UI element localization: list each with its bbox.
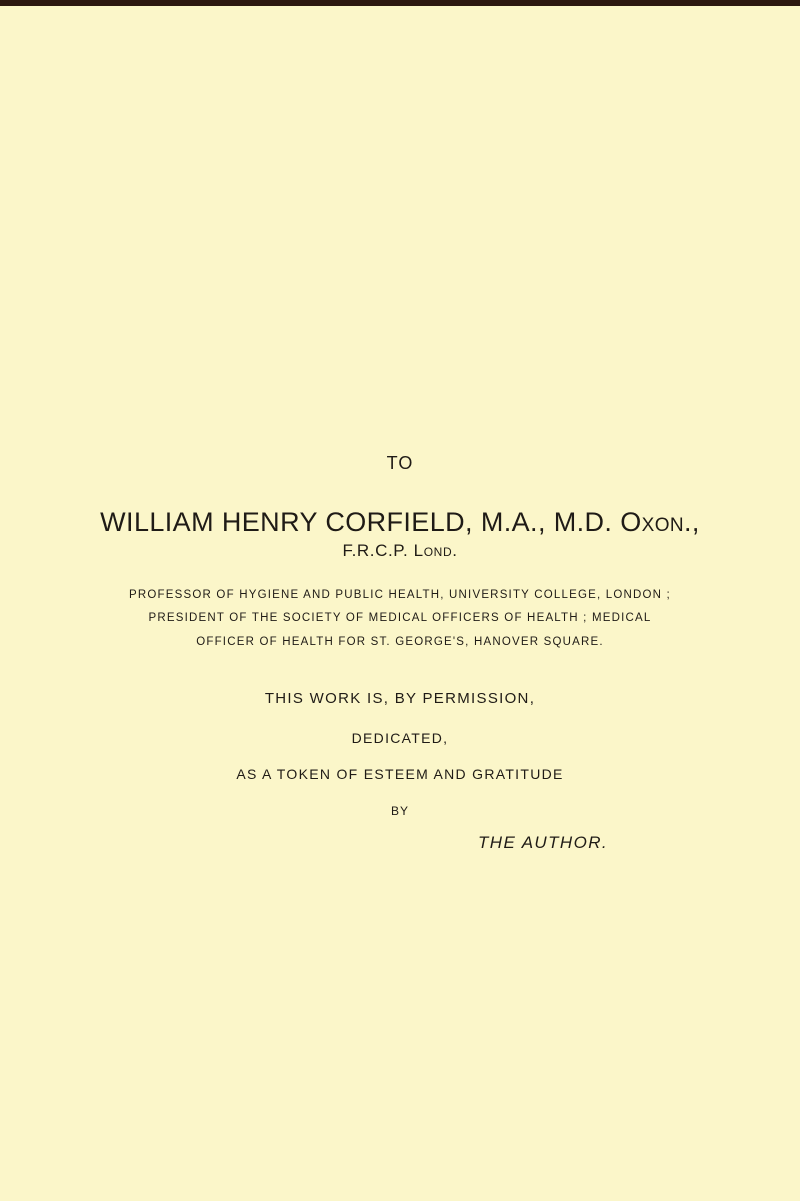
permission-statement: THIS WORK IS, BY PERMISSION,	[264, 690, 536, 707]
dedicatee-description-line: OFFICER OF HEALTH FOR ST. GEORGE'S, HANOVER SQUARE.	[196, 636, 604, 648]
by-word: BY	[390, 804, 409, 818]
dedicated-word: DEDICATED,	[351, 730, 449, 746]
dedicatee-name	[0, 507, 800, 538]
token-statement: AS A TOKEN OF ESTEEM AND GRATITUDE	[236, 766, 564, 782]
dedicatee-name-suffix: Oxon.,	[620, 507, 700, 537]
dedicatee-name-main: WILLIAM HENRY CORFIELD, M.A., M.D.	[100, 507, 613, 537]
dedicatee-fellowship: F.R.C.P. Lond.	[342, 541, 458, 560]
dedication-to: TO	[386, 453, 414, 473]
dedicatee-description-line: PROFESSOR OF HYGIENE AND PUBLIC HEALTH, UNIVERSITY COLLEGE, LONDON ;	[129, 589, 671, 601]
author-signature: THE AUTHOR.	[478, 833, 608, 852]
dedicatee-description-line: PRESIDENT OF THE SOCIETY OF MEDICAL OFFICERS OF HEALTH ; MEDICAL	[148, 612, 652, 624]
